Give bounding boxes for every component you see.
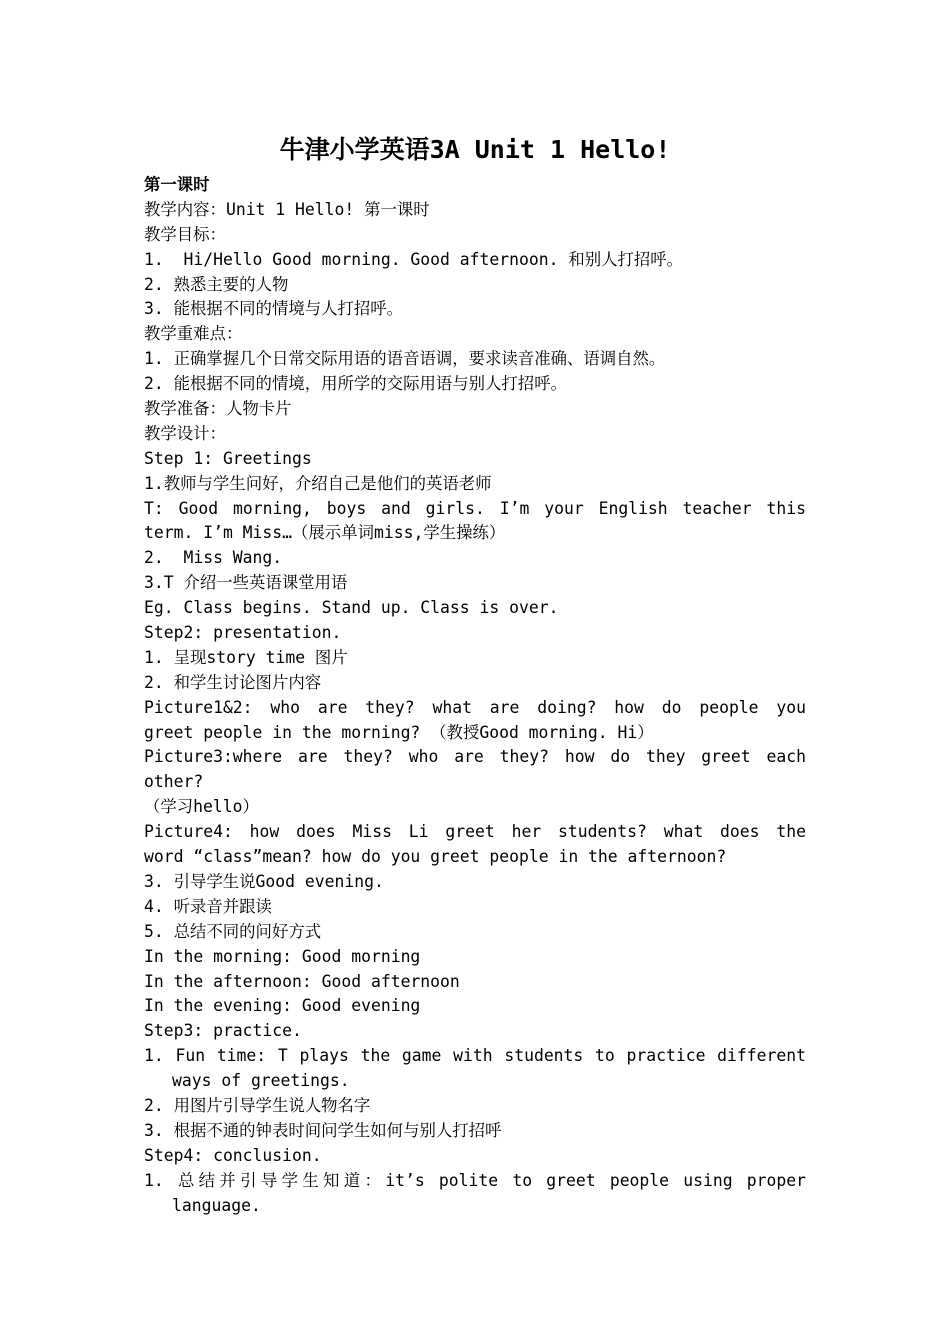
- text-line: 1. Fun time: T plays the game with students to practice different: [144, 1046, 806, 1066]
- text-line: Step2: presentation.: [144, 623, 342, 643]
- text-line: Eg. Class begins. Stand up. Class is over.: [144, 598, 559, 618]
- document-title: 牛津小学英语3A Unit 1 Hello!: [279, 135, 671, 164]
- text-line: 2. 熟悉主要的人物: [144, 274, 289, 294]
- text-line: 1. 呈现story time 图片: [144, 647, 348, 667]
- text-line: 3. 能根据不同的情境与人打招呼。: [144, 299, 404, 319]
- text-line: 2. 用图片引导学生说人物名字: [144, 1095, 371, 1115]
- text-line: Picture4: how does Miss Li greet her students? what does the: [144, 822, 806, 842]
- text-line: 教学设计：: [144, 423, 226, 443]
- text-line: 3. 根据不通的钟表时间问学生如何与别人打招呼: [144, 1120, 502, 1140]
- text-line: 1. 正确掌握几个日常交际用语的语音语调，要求读音准确、语调自然。: [144, 349, 666, 369]
- text-line: 2. 能根据不同的情境，用所学的交际用语与别人打招呼。: [144, 374, 567, 394]
- text-line: greet people in the morning? （教授Good morning. Hi）: [144, 722, 654, 742]
- text-line: 5. 总结不同的问好方式: [144, 921, 322, 941]
- text-line: term. I’m Miss…（展示单词miss,学生操练）: [144, 523, 506, 543]
- text-line: In the afternoon: Good afternoon: [144, 971, 460, 991]
- text-line: word “class”mean? how do you greet people in the afternoon?: [144, 847, 727, 867]
- text-line: 2. Miss Wang.: [144, 548, 283, 568]
- text-line: In the evening: Good evening: [144, 996, 421, 1016]
- document-page: [144, 128, 806, 1218]
- text-line: 2. 和学生讨论图片内容: [144, 672, 322, 692]
- text-line: Step4: conclusion.: [144, 1145, 322, 1165]
- document-body: [144, 173, 806, 1218]
- text-line: Picture1&2: who are they? what are doing? how do people you: [144, 697, 806, 717]
- text-line: 3.T 介绍一些英语课堂用语: [144, 573, 348, 593]
- text-line: Picture3:where are they? who are they? how do they greet each: [144, 747, 806, 767]
- text-line: T: Good morning, boys and girls. I’m your English teacher this: [144, 498, 806, 518]
- text-line: In the morning: Good morning: [144, 946, 421, 966]
- text-line: Step 1: Greetings: [144, 448, 312, 468]
- text-line: 1.教师与学生问好，介绍自己是他们的英语老师: [144, 473, 492, 493]
- text-line: 教学准备：人物卡片: [144, 399, 292, 419]
- text-line: ways of greetings.: [172, 1071, 350, 1091]
- text-line: 3. 引导学生说Good evening.: [144, 871, 384, 891]
- text-line: other?: [144, 772, 204, 792]
- text-line: 教学内容：Unit 1 Hello! 第一课时: [144, 199, 430, 219]
- text-line: 教学目标：: [144, 224, 226, 244]
- text-line: （学习hello）: [144, 797, 259, 817]
- text-line: Step3: practice.: [144, 1021, 302, 1041]
- text-line: 教学重难点：: [144, 324, 243, 344]
- text-line: language.: [172, 1195, 261, 1215]
- text-line: 1. 总结并引导学生知道：it’s polite to greet people using proper: [144, 1170, 806, 1190]
- text-line: 4. 听录音并跟读: [144, 896, 272, 916]
- section-heading: 第一课时: [144, 175, 210, 194]
- text-line: 1. Hi/Hello Good morning. Good afternoon. 和别人打招呼。: [144, 249, 684, 269]
